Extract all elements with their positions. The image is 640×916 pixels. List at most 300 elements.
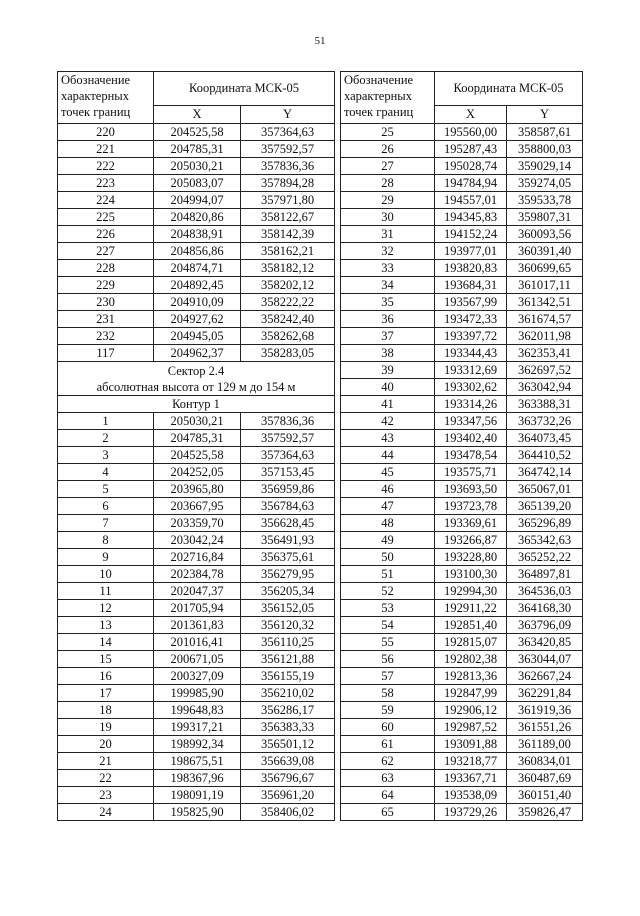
x-coordinate: 192911,22: [435, 600, 507, 617]
table-row: [341, 515, 583, 532]
y-header: Y: [507, 105, 583, 123]
table-row: [58, 209, 335, 226]
x-coordinate: 202716,84: [154, 549, 241, 566]
x-coordinate: 193314,26: [435, 396, 507, 413]
x-coordinate: 195028,74: [435, 158, 507, 175]
table-row: [58, 226, 335, 243]
table-row: [58, 260, 335, 277]
y-coordinate: 356491,93: [241, 532, 335, 549]
table-row: [58, 753, 335, 770]
y-coordinate: 364742,14: [507, 464, 583, 481]
point-id: 8: [58, 532, 154, 549]
point-id: 15: [58, 651, 154, 668]
table-row: [341, 804, 583, 821]
point-id: 35: [341, 294, 435, 311]
point-id: 28: [341, 175, 435, 192]
table-row: [58, 515, 335, 532]
point-id: 11: [58, 583, 154, 600]
table-row: [341, 634, 583, 651]
x-coordinate: 198675,51: [154, 753, 241, 770]
x-coordinate: 202384,78: [154, 566, 241, 583]
x-coordinate: 192851,40: [435, 617, 507, 634]
point-id: 29: [341, 192, 435, 209]
point-id: 65: [341, 804, 435, 821]
y-coordinate: 365139,20: [507, 498, 583, 515]
x-coordinate: 193312,69: [435, 362, 507, 379]
point-id: 23: [58, 787, 154, 804]
table-row: [58, 702, 335, 719]
x-coordinate: 195560,00: [435, 124, 507, 141]
point-id: 221: [58, 141, 154, 158]
table-row: [341, 464, 583, 481]
y-coordinate: 364168,30: [507, 600, 583, 617]
x-coordinate: 192987,52: [435, 719, 507, 736]
point-id: 26: [341, 141, 435, 158]
table-row: [58, 549, 335, 566]
table-row: [58, 192, 335, 209]
point-id: 62: [341, 753, 435, 770]
table-row: [58, 141, 335, 158]
x-coordinate: 201016,41: [154, 634, 241, 651]
table-row: [341, 447, 583, 464]
point-label-header: Обозначение характерных точек границ: [341, 72, 435, 124]
point-id: 31: [341, 226, 435, 243]
x-coordinate: 203042,24: [154, 532, 241, 549]
x-coordinate: 202047,37: [154, 583, 241, 600]
x-coordinate: 199985,90: [154, 685, 241, 702]
table-row: [341, 260, 583, 277]
table-row: [58, 583, 335, 600]
point-id: 61: [341, 736, 435, 753]
point-id: 228: [58, 260, 154, 277]
x-coordinate: 193347,56: [435, 413, 507, 430]
table-row: [341, 719, 583, 736]
x-coordinate: 193218,77: [435, 753, 507, 770]
table-row: [341, 192, 583, 209]
x-coordinate: 203359,70: [154, 515, 241, 532]
x-coordinate: 204962,37: [154, 345, 241, 362]
y-coordinate: 356210,02: [241, 685, 335, 702]
table-row: [58, 481, 335, 498]
y-coordinate: 358162,21: [241, 243, 335, 260]
point-id: 222: [58, 158, 154, 175]
table-row: [341, 702, 583, 719]
y-coordinate: 362011,98: [507, 328, 583, 345]
point-id: 226: [58, 226, 154, 243]
y-coordinate: 361919,36: [507, 702, 583, 719]
y-coordinate: 356279,95: [241, 566, 335, 583]
table-row: [58, 634, 335, 651]
x-coordinate: 204525,58: [154, 124, 241, 141]
y-coordinate: 358406,02: [241, 804, 335, 821]
point-id: 48: [341, 515, 435, 532]
sector-altitude: абсолютная высота от 129 м до 154 м: [96, 379, 296, 394]
point-id: 34: [341, 277, 435, 294]
point-id: 13: [58, 617, 154, 634]
point-id: 32: [341, 243, 435, 260]
table-row: [341, 430, 583, 447]
point-id: 25: [341, 124, 435, 141]
x-coordinate: 204252,05: [154, 464, 241, 481]
point-id: 56: [341, 651, 435, 668]
point-id: 46: [341, 481, 435, 498]
table-row: [58, 804, 335, 821]
x-coordinate: 193977,01: [435, 243, 507, 260]
table-row: [58, 498, 335, 515]
point-id: 2: [58, 430, 154, 447]
point-id: 53: [341, 600, 435, 617]
point-id: 54: [341, 617, 435, 634]
table-row: [341, 498, 583, 515]
y-coordinate: 358587,61: [507, 124, 583, 141]
table-row: [341, 345, 583, 362]
point-id: 225: [58, 209, 154, 226]
point-id: 4: [58, 464, 154, 481]
x-coordinate: 193472,33: [435, 311, 507, 328]
table-row: [58, 124, 335, 141]
point-id: 220: [58, 124, 154, 141]
x-coordinate: 193478,54: [435, 447, 507, 464]
coordinate-system-header: Координата МСК-05: [435, 72, 583, 106]
point-id: 42: [341, 413, 435, 430]
x-coordinate: 193723,78: [435, 498, 507, 515]
y-coordinate: 360391,40: [507, 243, 583, 260]
table-row: [341, 209, 583, 226]
y-coordinate: 357592,57: [241, 141, 335, 158]
point-id: 6: [58, 498, 154, 515]
point-id: 21: [58, 753, 154, 770]
point-id: 3: [58, 447, 154, 464]
y-coordinate: 358202,12: [241, 277, 335, 294]
table-row: [341, 481, 583, 498]
y-coordinate: 358182,12: [241, 260, 335, 277]
table-row: [341, 668, 583, 685]
sector-caption: [58, 362, 335, 396]
point-id: 40: [341, 379, 435, 396]
point-id: 60: [341, 719, 435, 736]
table-row: [58, 787, 335, 804]
y-coordinate: 356121,88: [241, 651, 335, 668]
y-coordinate: 362291,84: [507, 685, 583, 702]
x-coordinate: 193344,43: [435, 345, 507, 362]
y-coordinate: 363420,85: [507, 634, 583, 651]
y-coordinate: 357364,63: [241, 124, 335, 141]
y-coordinate: 364897,81: [507, 566, 583, 583]
x-coordinate: 193369,61: [435, 515, 507, 532]
x-coordinate: 198992,34: [154, 736, 241, 753]
point-id: 50: [341, 549, 435, 566]
table-row: [58, 651, 335, 668]
y-coordinate: 362697,52: [507, 362, 583, 379]
table-row: [341, 294, 583, 311]
table-row: [58, 243, 335, 260]
x-coordinate: 193820,83: [435, 260, 507, 277]
table-row: [341, 277, 583, 294]
x-coordinate: 193266,87: [435, 532, 507, 549]
x-coordinate: 204525,58: [154, 447, 241, 464]
point-id: 10: [58, 566, 154, 583]
x-coordinate: 200671,05: [154, 651, 241, 668]
table-row: [341, 226, 583, 243]
table-row: [58, 736, 335, 753]
x-coordinate: 205030,21: [154, 413, 241, 430]
y-coordinate: 356959,86: [241, 481, 335, 498]
table-row: [341, 583, 583, 600]
x-coordinate: 193397,72: [435, 328, 507, 345]
point-id: 12: [58, 600, 154, 617]
point-id: 232: [58, 328, 154, 345]
y-coordinate: 360093,56: [507, 226, 583, 243]
y-coordinate: 357836,36: [241, 158, 335, 175]
y-coordinate: 361017,11: [507, 277, 583, 294]
table-row: [341, 413, 583, 430]
x-coordinate: 198367,96: [154, 770, 241, 787]
y-coordinate: 356375,61: [241, 549, 335, 566]
x-coordinate: 194557,01: [435, 192, 507, 209]
y-coordinate: 356383,33: [241, 719, 335, 736]
x-coordinate: 193228,80: [435, 549, 507, 566]
y-coordinate: 357894,28: [241, 175, 335, 192]
y-coordinate: 356501,12: [241, 736, 335, 753]
point-id: 37: [341, 328, 435, 345]
point-id: 17: [58, 685, 154, 702]
x-coordinate: 194152,24: [435, 226, 507, 243]
point-id: 64: [341, 787, 435, 804]
y-coordinate: 363388,31: [507, 396, 583, 413]
y-coordinate: 358800,03: [507, 141, 583, 158]
table-row: [341, 379, 583, 396]
x-coordinate: 193693,50: [435, 481, 507, 498]
point-id: 38: [341, 345, 435, 362]
x-coordinate: 195287,43: [435, 141, 507, 158]
x-header: X: [154, 105, 241, 123]
y-coordinate: 356120,32: [241, 617, 335, 634]
x-coordinate: 204856,86: [154, 243, 241, 260]
y-coordinate: 361551,26: [507, 719, 583, 736]
table-row: [341, 753, 583, 770]
point-id: 45: [341, 464, 435, 481]
x-coordinate: 192815,07: [435, 634, 507, 651]
y-coordinate: 356110,25: [241, 634, 335, 651]
point-id: 22: [58, 770, 154, 787]
coordinates-table-left: [57, 71, 335, 821]
coordinate-system-header: Координата МСК-05: [154, 72, 335, 106]
point-id: 231: [58, 311, 154, 328]
table-row: [341, 566, 583, 583]
y-coordinate: 357153,45: [241, 464, 335, 481]
point-id: 227: [58, 243, 154, 260]
table-row: [341, 243, 583, 260]
point-id: 223: [58, 175, 154, 192]
y-coordinate: 360487,69: [507, 770, 583, 787]
y-coordinate: 356286,17: [241, 702, 335, 719]
y-coordinate: 359029,14: [507, 158, 583, 175]
x-coordinate: 204785,31: [154, 141, 241, 158]
point-id: 16: [58, 668, 154, 685]
x-coordinate: 204874,71: [154, 260, 241, 277]
point-id: 224: [58, 192, 154, 209]
table-row: [58, 566, 335, 583]
x-coordinate: 193367,71: [435, 770, 507, 787]
y-coordinate: 365342,63: [507, 532, 583, 549]
x-coordinate: 193100,30: [435, 566, 507, 583]
table-row: [58, 600, 335, 617]
x-coordinate: 204838,91: [154, 226, 241, 243]
point-id: 7: [58, 515, 154, 532]
y-coordinate: 356784,63: [241, 498, 335, 515]
y-coordinate: 359274,05: [507, 175, 583, 192]
point-id: 59: [341, 702, 435, 719]
table-row: [341, 770, 583, 787]
y-coordinate: 363732,26: [507, 413, 583, 430]
y-coordinate: 356205,34: [241, 583, 335, 600]
x-coordinate: 193567,99: [435, 294, 507, 311]
point-id: 57: [341, 668, 435, 685]
table-row: [341, 158, 583, 175]
table-row: [341, 736, 583, 753]
point-id: 19: [58, 719, 154, 736]
coordinates-table-right: [340, 71, 583, 821]
x-coordinate: 193402,40: [435, 430, 507, 447]
y-coordinate: 358142,39: [241, 226, 335, 243]
table-row: [341, 617, 583, 634]
y-coordinate: 364073,45: [507, 430, 583, 447]
table-row: [58, 617, 335, 634]
x-coordinate: 204785,31: [154, 430, 241, 447]
table-row: [58, 413, 335, 430]
point-id: 18: [58, 702, 154, 719]
table-row: [341, 685, 583, 702]
x-coordinate: 204994,07: [154, 192, 241, 209]
y-coordinate: 360699,65: [507, 260, 583, 277]
table-row: [341, 175, 583, 192]
x-coordinate: 194345,83: [435, 209, 507, 226]
x-coordinate: 192994,30: [435, 583, 507, 600]
point-label-header: Обозначение характерных точек границ: [58, 72, 154, 124]
point-id: 30: [341, 209, 435, 226]
table-row: [58, 685, 335, 702]
x-coordinate: 204892,45: [154, 277, 241, 294]
y-coordinate: 360151,40: [507, 787, 583, 804]
y-coordinate: 358262,68: [241, 328, 335, 345]
x-coordinate: 201361,83: [154, 617, 241, 634]
y-coordinate: 358242,40: [241, 311, 335, 328]
point-id: 55: [341, 634, 435, 651]
y-coordinate: 364410,52: [507, 447, 583, 464]
x-coordinate: 192813,36: [435, 668, 507, 685]
table-row: [58, 719, 335, 736]
table-row: [341, 787, 583, 804]
point-id: 27: [341, 158, 435, 175]
table-row: [341, 549, 583, 566]
y-coordinate: 358122,67: [241, 209, 335, 226]
y-coordinate: 359826,47: [507, 804, 583, 821]
table-row: [341, 328, 583, 345]
point-id: 44: [341, 447, 435, 464]
point-id: 49: [341, 532, 435, 549]
sector-title: Сектор 2.4: [167, 363, 225, 378]
y-coordinate: 356796,67: [241, 770, 335, 787]
x-coordinate: 193538,09: [435, 787, 507, 804]
y-coordinate: 362353,41: [507, 345, 583, 362]
point-id: 1: [58, 413, 154, 430]
point-id: 24: [58, 804, 154, 821]
x-coordinate: 198091,19: [154, 787, 241, 804]
table-row: [58, 294, 335, 311]
contour-caption: Контур 1: [58, 396, 335, 413]
y-coordinate: 356639,08: [241, 753, 335, 770]
y-coordinate: 358222,22: [241, 294, 335, 311]
table-row: [341, 532, 583, 549]
point-id: 52: [341, 583, 435, 600]
table-row: [58, 328, 335, 345]
table-row: [341, 362, 583, 379]
x-coordinate: 192906,12: [435, 702, 507, 719]
y-coordinate: 356155,19: [241, 668, 335, 685]
y-coordinate: 359533,78: [507, 192, 583, 209]
y-coordinate: 363044,07: [507, 651, 583, 668]
x-coordinate: 204820,86: [154, 209, 241, 226]
x-coordinate: 205083,07: [154, 175, 241, 192]
x-coordinate: 193575,71: [435, 464, 507, 481]
y-header: Y: [241, 105, 335, 123]
y-coordinate: 365296,89: [507, 515, 583, 532]
point-id: 9: [58, 549, 154, 566]
table-row: [341, 396, 583, 413]
y-coordinate: 356628,45: [241, 515, 335, 532]
x-coordinate: 195825,90: [154, 804, 241, 821]
point-id: 14: [58, 634, 154, 651]
point-id: 229: [58, 277, 154, 294]
x-coordinate: 204945,05: [154, 328, 241, 345]
table-row: [341, 124, 583, 141]
point-id: 41: [341, 396, 435, 413]
point-id: 63: [341, 770, 435, 787]
point-id: 117: [58, 345, 154, 362]
x-coordinate: 193729,26: [435, 804, 507, 821]
x-coordinate: 192847,99: [435, 685, 507, 702]
y-coordinate: 365067,01: [507, 481, 583, 498]
y-coordinate: 357592,57: [241, 430, 335, 447]
y-coordinate: 358283,05: [241, 345, 335, 362]
y-coordinate: 363796,09: [507, 617, 583, 634]
point-id: 58: [341, 685, 435, 702]
x-header: X: [435, 105, 507, 123]
y-coordinate: 365252,22: [507, 549, 583, 566]
table-row: [58, 311, 335, 328]
y-coordinate: 357836,36: [241, 413, 335, 430]
table-row: [58, 447, 335, 464]
x-coordinate: 192802,38: [435, 651, 507, 668]
point-id: 5: [58, 481, 154, 498]
y-coordinate: 361189,00: [507, 736, 583, 753]
x-coordinate: 204910,09: [154, 294, 241, 311]
x-coordinate: 193684,31: [435, 277, 507, 294]
table-row: [58, 158, 335, 175]
x-coordinate: 201705,94: [154, 600, 241, 617]
table-row: [58, 464, 335, 481]
y-coordinate: 364536,03: [507, 583, 583, 600]
x-coordinate: 193091,88: [435, 736, 507, 753]
y-coordinate: 362667,24: [507, 668, 583, 685]
x-coordinate: 204927,62: [154, 311, 241, 328]
table-row: [58, 430, 335, 447]
y-coordinate: 363042,94: [507, 379, 583, 396]
y-coordinate: 356152,05: [241, 600, 335, 617]
x-coordinate: 199648,83: [154, 702, 241, 719]
y-coordinate: 361674,57: [507, 311, 583, 328]
table-row: [58, 668, 335, 685]
